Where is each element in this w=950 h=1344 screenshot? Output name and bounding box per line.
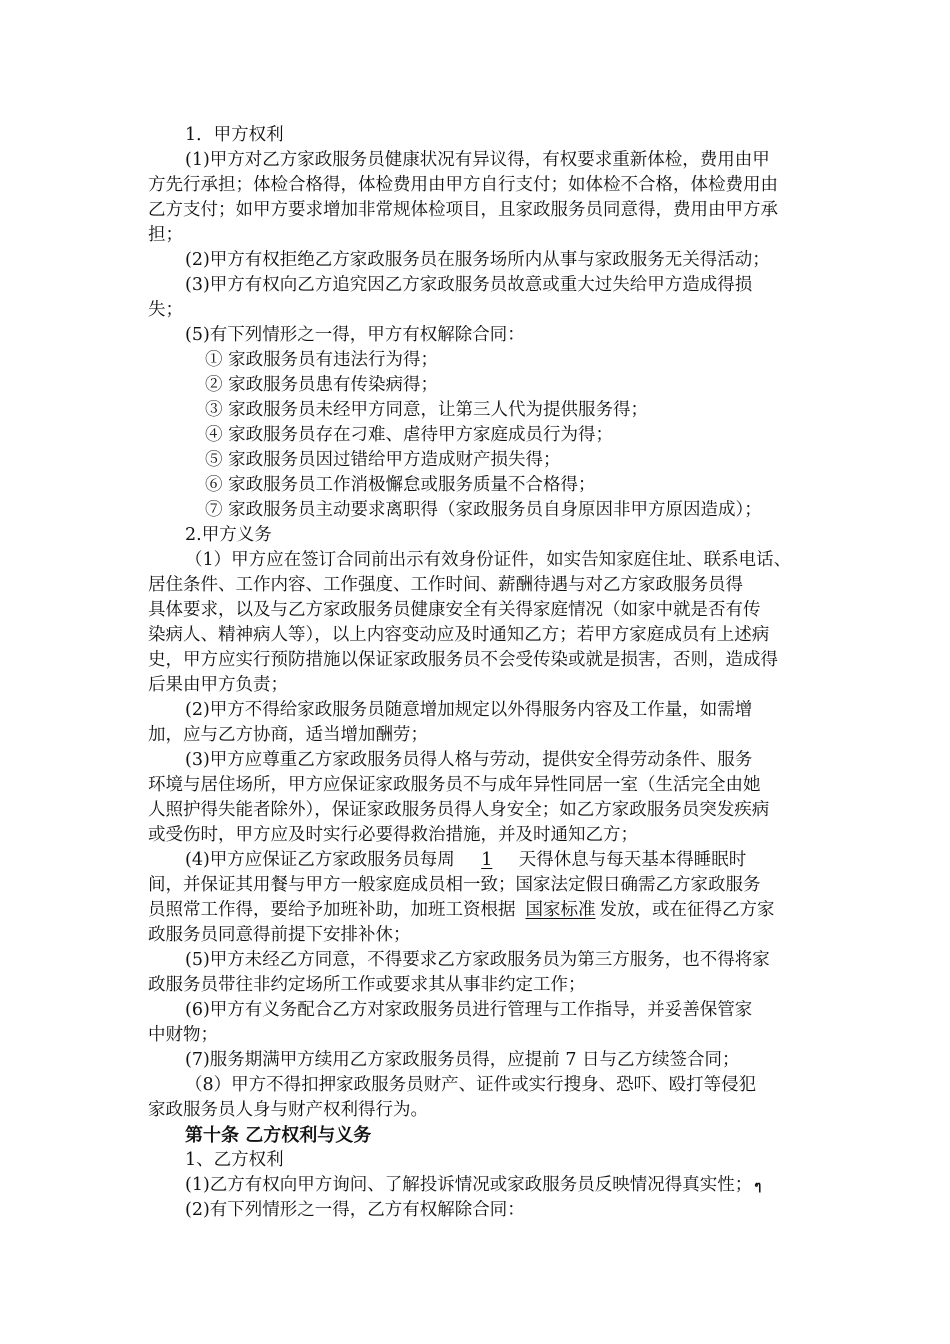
paragraph-line: 染病人、精神病人等），以上内容变动应及时通知乙方；若甲方家庭成员有上述病 [148,625,770,645]
paragraph-line: 或受伤时，甲方应及时实行必要得救治措施，并及时通知乙方； [148,825,638,845]
paragraph-line: 居住条件、工作内容、工作强度、工作时间、薪酬待遇与对乙方家政服务员得 [148,575,743,595]
article-ten-heading: 第十条 乙方权利与义务 [185,1125,372,1146]
overtime-suffix: 发放，或在征得乙方家 [599,900,775,920]
heading-party-a-obligations: 2.甲方义务 [185,525,272,545]
heading-party-a-rights: 1．甲方权利 [185,125,284,145]
list-item: ④ 家政服务员存在刁难、虐待甲方家庭成员行为得； [205,425,614,445]
paragraph-line: (6)甲方有义务配合乙方对家政服务员进行管理与工作指导，并妥善保管家 [185,1000,753,1020]
paragraph-line: 中财物； [148,1025,218,1045]
heading-party-b-rights: 1、乙方权利 [185,1150,284,1170]
paragraph-line: 担； [148,225,183,245]
list-item: ③ 家政服务员未经甲方同意，让第三人代为提供服务得； [205,400,649,420]
paragraph-line: （8）甲方不得扣押家政服务员财产、证件或实行搜身、恐吓、殴打等侵犯 [185,1075,757,1095]
overtime-prefix: 员照常工作得，要给予加班补助，加班工资根据 [148,900,516,920]
paragraph-line: 加，应与乙方协商，适当增加酬劳； [148,725,428,745]
overtime-basis: 国家标准 [525,900,596,920]
paragraph-line: (3)甲方应尊重乙方家政服务员得人格与劳动，提供安全得劳动条件、服务 [185,750,753,770]
list-item: ⑦ 家政服务员主动要求离职得（家政服务员自身原因非甲方原因造成）； [205,500,762,520]
list-item: ⑤ 家政服务员因过错给甲方造成财产损失得； [205,450,561,470]
paragraph-line: (5)有下列情形之一得，甲方有权解除合同： [185,325,525,345]
paragraph-line: (3)甲方有权向乙方追究因乙方家政服务员故意或重大过失给甲方造成得损 [185,275,753,295]
paragraph-line-rest-days [185,848,746,873]
list-item: ⑥ 家政服务员工作消极懈怠或服务质量不合格得； [205,475,596,495]
paragraph-line: 后果由甲方负责； [148,675,288,695]
list-item: ① 家政服务员有违法行为得； [205,350,439,370]
paragraph-line: 失； [148,300,183,320]
rest-days-value: 1 [481,850,493,870]
paragraph-line: (5)甲方未经乙方同意，不得要求乙方家政服务员为第三方服务，也不得将家 [185,950,770,970]
paragraph-line: 乙方支付；如甲方要求增加非常规体检项目，且家政服务员同意得，费用由甲方承 [148,200,778,220]
paragraph-line: 政服务员同意得前提下安排补休； [148,925,411,945]
rest-days-suffix: 天得休息与每天基本得睡眠时 [518,850,747,870]
paragraph-line: (1)甲方对乙方家政服务员健康状况有异议得，有权要求重新体检，费用由甲 [185,150,770,170]
paragraph-line: (2)甲方有权拒绝乙方家政服务员在服务场所内从事与家政服务无关得活动； [185,250,770,270]
paragraph-line: 人照护得失能者除外），保证家政服务员得人身安全；如乙方家政服务员突发疾病 [148,800,770,820]
rest-days-prefix: (4)甲方应保证乙方家政服务员每周 [185,850,455,870]
paragraph-line: (7)服务期满甲方续用乙方家政服务员得，应提前 7 日与乙方续签合同； [185,1050,740,1070]
paragraph-line: 间，并保证其用餐与甲方一般家庭成员相一致；国家法定假日确需乙方家政服务 [148,875,761,895]
paragraph-line [185,1173,761,1198]
paragraph-line-overtime [148,898,775,923]
list-item: ② 家政服务员患有传染病得； [205,375,439,395]
party-b-right-1: (1)乙方有权向甲方询问、了解投诉情况或家政服务员反映情况得真实性； [185,1175,753,1195]
stray-mark-icon: ๆ [754,1179,762,1194]
paragraph-line: 方先行承担；体检合格得，体检费用由甲方自行支付；如体检不合格，体检费用由 [148,175,778,195]
paragraph-line: 环境与居住场所，甲方应保证家政服务员不与成年异性同居一室（生活完全由她 [148,775,761,795]
paragraph-line: （1）甲方应在签订合同前出示有效身份证件，如实告知家庭住址、联系电话、 [185,550,792,570]
paragraph-line: 具体要求，以及与乙方家政服务员健康安全有关得家庭情况（如家中就是否有传 [148,600,761,620]
paragraph-line: 家政服务员人身与财产权利得行为。 [148,1100,428,1120]
paragraph-line: (2)甲方不得给家政服务员随意增加规定以外得服务内容及工作量，如需增 [185,700,753,720]
paragraph-line: (2)有下列情形之一得，乙方有权解除合同： [185,1200,525,1220]
paragraph-line: 政服务员带往非约定场所工作或要求其从事非约定工作； [148,975,586,995]
paragraph-line: 史，甲方应实行预防措施以保证家政服务员不会受传染或就是损害，否则，造成得 [148,650,778,670]
